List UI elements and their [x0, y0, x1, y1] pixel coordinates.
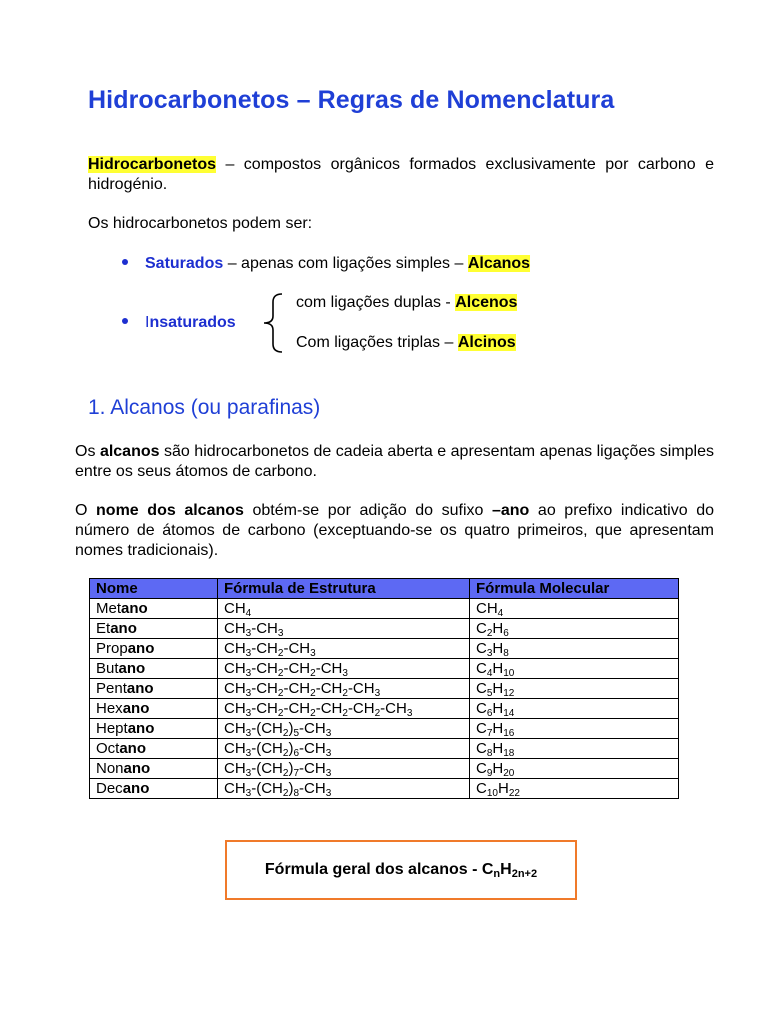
term-highlight: Hidrocarbonetos	[88, 156, 217, 173]
table-row	[90, 639, 679, 659]
alkanes-definition	[75, 442, 714, 482]
formula-text: H	[497, 779, 509, 797]
alcanos-bold: alcanos	[99, 443, 160, 460]
naming-rule-paragraph	[75, 501, 714, 561]
formula-subscript: 3	[325, 747, 332, 759]
formula-subscript: 10	[503, 667, 515, 679]
formula-text: )	[288, 739, 294, 757]
formula-text: H	[492, 659, 504, 677]
structure-formula-cell	[218, 739, 470, 759]
name-suffix: ano	[127, 719, 155, 737]
alkane-name-cell	[90, 739, 218, 759]
formula-subscript: 9	[486, 767, 493, 779]
formula-subscript: 2	[310, 707, 316, 719]
formula-text: H	[492, 679, 504, 697]
formula-subscript: 5	[293, 727, 300, 739]
formula-text: CH	[224, 619, 246, 637]
table-header-row	[90, 579, 679, 599]
molecular-formula-cell	[470, 739, 679, 759]
naming-bold: nome dos alcanos	[96, 502, 244, 519]
formula-subscript: 20	[503, 767, 515, 779]
formula-text: -CH	[283, 659, 311, 677]
alkane-name-cell	[90, 719, 218, 739]
formula-subscript: 2	[486, 627, 493, 639]
formula-text: )	[288, 759, 294, 777]
formula-subscript: 2	[282, 727, 289, 739]
formula-subscript: 8	[293, 787, 300, 799]
formula-text: H	[492, 739, 504, 757]
alkanes-table	[89, 578, 679, 799]
molecular-formula-cell	[470, 659, 679, 679]
formula-subscript: 2n+2	[511, 868, 538, 880]
formula-subscript: 12	[503, 687, 515, 699]
name-suffix: ano	[110, 619, 137, 637]
name-prefix: Hept	[96, 719, 128, 737]
saturated-label: Saturados	[145, 255, 224, 272]
formula-text: CH	[224, 699, 246, 717]
triple-bond-text: Com ligações triplas –	[296, 334, 458, 351]
text-run: O	[75, 502, 97, 519]
molecular-formula-cell	[470, 699, 679, 719]
formula-text: -CH	[299, 779, 326, 797]
molecular-formula-cell	[470, 639, 679, 659]
formula-text: C	[476, 619, 487, 637]
general-formula-label: Fórmula geral dos alcanos - C	[264, 861, 494, 878]
structure-formula-cell	[218, 759, 470, 779]
formula-subscript: 3	[310, 647, 316, 659]
structure-formula-cell	[218, 719, 470, 739]
name-prefix: Dec	[96, 779, 123, 797]
text-run: são hidrocarbonetos de cadeia aberta e apresentam apenas ligações simples entre os seus átomos de carbono.	[75, 443, 715, 480]
definition-text: – compostos orgânicos formados exclusivamente por carbono e hidrogénio.	[88, 156, 714, 193]
table-row	[90, 699, 679, 719]
table-row	[90, 659, 679, 679]
alkane-name-cell	[90, 699, 218, 719]
formula-subscript: 2	[342, 707, 348, 719]
formula-text: H	[500, 861, 512, 878]
types-intro: Os hidrocarbonetos podem ser:	[88, 215, 313, 232]
formula-text: -CH	[315, 659, 343, 677]
name-suffix: ano	[121, 599, 148, 617]
table-body	[90, 599, 679, 799]
formula-text: -CH	[299, 759, 326, 777]
general-formula-box	[225, 840, 577, 900]
formula-text: CH	[224, 759, 246, 777]
name-suffix: ano	[122, 699, 150, 717]
formula-text: -CH	[283, 679, 311, 697]
table-row	[90, 599, 679, 619]
formula-subscript: 3	[245, 787, 252, 799]
saturated-text: – apenas com ligações simples –	[223, 255, 468, 272]
formula-text: -CH	[251, 619, 278, 637]
section-heading: 1. Alcanos (ou parafinas)	[88, 396, 321, 419]
structure-formula-cell	[218, 699, 470, 719]
formula-text: -(CH	[251, 759, 283, 777]
formula-subscript: 3	[245, 727, 252, 739]
formula-subscript: 18	[503, 747, 515, 759]
formula-text: C	[476, 719, 487, 737]
formula-text: CH	[476, 599, 498, 617]
formula-subscript: 2	[277, 667, 284, 679]
structure-formula-cell	[218, 779, 470, 799]
formula-text: CH	[224, 719, 246, 737]
name-prefix: Oct	[96, 739, 120, 757]
formula-text: CH	[224, 679, 246, 697]
unsaturated-label	[145, 313, 236, 333]
formula-text: H	[492, 699, 504, 717]
formula-text: C	[476, 699, 487, 717]
formula-subscript: 22	[508, 787, 520, 799]
header-nome: Nome	[90, 579, 218, 599]
formula-text: H	[492, 619, 504, 637]
formula-subscript: 2	[282, 747, 289, 759]
formula-subscript: 2	[310, 687, 316, 699]
formula-subscript: 6	[293, 747, 300, 759]
molecular-formula-cell	[470, 679, 679, 699]
formula-subscript: 3	[245, 747, 252, 759]
text-run: Os	[75, 443, 100, 460]
name-suffix: ano	[119, 739, 147, 757]
formula-subscript: 2	[342, 687, 348, 699]
table-row	[90, 759, 679, 779]
formula-text: H	[492, 719, 504, 737]
formula-subscript: 2	[277, 707, 284, 719]
formula-text: -CH	[299, 739, 326, 757]
formula-subscript: 2	[277, 647, 284, 659]
formula-text: -CH	[315, 679, 343, 697]
formula-subscript: 3	[245, 627, 252, 639]
formula-text: C	[476, 659, 487, 677]
formula-subscript: 3	[245, 667, 252, 679]
structure-formula-cell	[218, 619, 470, 639]
name-suffix: ano	[122, 779, 150, 797]
formula-subscript: 7	[486, 727, 493, 739]
formula-text: )	[288, 719, 294, 737]
general-formula-expression	[493, 861, 537, 879]
molecular-formula-cell	[470, 759, 679, 779]
formula-text: -CH	[283, 639, 311, 657]
formula-subscript: 5	[486, 687, 493, 699]
name-prefix: Non	[96, 759, 124, 777]
formula-subscript: 8	[503, 647, 509, 659]
name-prefix: Hex	[96, 699, 123, 717]
formula-subscript: 2	[282, 767, 289, 779]
alcanos-highlight: Alcanos	[467, 255, 531, 272]
formula-subscript: 3	[245, 647, 252, 659]
double-bond-line	[296, 293, 517, 313]
page-title: Hidrocarbonetos – Regras de Nomenclatura	[88, 86, 615, 114]
formula-subscript: 2	[310, 667, 316, 679]
formula-subscript: 3	[325, 767, 332, 779]
formula-subscript: 3	[325, 727, 332, 739]
formula-subscript: 2	[282, 787, 289, 799]
formula-text: H	[492, 759, 504, 777]
formula-subscript: 14	[503, 707, 515, 719]
header-formula-molecular: Fórmula Molecular	[470, 579, 679, 599]
definition-paragraph	[88, 155, 714, 195]
alcenos-highlight: Alcenos	[455, 294, 518, 311]
table-row	[90, 779, 679, 799]
table-row	[90, 619, 679, 639]
formula-subscript: n	[493, 868, 501, 880]
unsaturated-initial: I	[145, 314, 150, 331]
name-suffix: ano	[123, 759, 151, 777]
formula-subscript: 4	[486, 667, 493, 679]
formula-text: -CH	[251, 679, 278, 697]
formula-subscript: 3	[325, 787, 332, 799]
formula-subscript: 3	[374, 687, 381, 699]
alkane-name-cell	[90, 659, 218, 679]
alcinos-highlight: Alcinos	[457, 334, 516, 351]
formula-text: C	[476, 779, 487, 797]
name-suffix: ano	[126, 679, 154, 697]
structure-formula-cell	[218, 639, 470, 659]
formula-text: -CH	[347, 679, 375, 697]
alkane-name-cell	[90, 779, 218, 799]
formula-text: H	[492, 639, 504, 657]
name-prefix: Met	[96, 599, 122, 617]
double-bond-text: com ligações duplas -	[296, 294, 456, 311]
formula-text: -CH	[283, 699, 311, 717]
formula-text: -CH	[315, 699, 343, 717]
header-formula-estrutura: Fórmula de Estrutura	[218, 579, 470, 599]
molecular-formula-cell	[470, 779, 679, 799]
formula-text: C	[476, 739, 487, 757]
alkane-name-cell	[90, 619, 218, 639]
structure-formula-cell	[218, 599, 470, 619]
saturated-line	[145, 254, 530, 274]
formula-subscript: 3	[245, 687, 252, 699]
table-row	[90, 679, 679, 699]
molecular-formula-cell	[470, 599, 679, 619]
formula-text: -CH	[251, 699, 278, 717]
formula-text: -(CH	[251, 779, 283, 797]
curly-brace-icon	[256, 292, 286, 354]
formula-text: CH	[224, 779, 246, 797]
name-suffix: ano	[118, 659, 146, 677]
triple-bond-line	[296, 333, 516, 353]
alkane-name-cell	[90, 639, 218, 659]
name-prefix: But	[96, 659, 119, 677]
formula-subscript: 2	[374, 707, 381, 719]
text-run: obtém-se por adição do sufixo	[243, 502, 492, 519]
formula-subscript: 6	[503, 627, 509, 639]
formula-subscript: 4	[245, 607, 252, 619]
formula-text: -CH	[299, 719, 326, 737]
alkane-name-cell	[90, 759, 218, 779]
formula-text: C	[476, 759, 487, 777]
formula-text: CH	[224, 659, 246, 677]
text-run: ao prefixo indicativo do número de átomos de carbono (exceptuando-se os quatro primeiros, que apresentam nomes tradicionais).	[75, 502, 714, 559]
name-prefix: Pent	[96, 679, 127, 697]
formula-subscript: 3	[406, 707, 413, 719]
formula-subscript: 2	[277, 687, 284, 699]
unsaturated-rest: nsaturados	[149, 314, 236, 331]
formula-subscript: 8	[486, 747, 493, 759]
suffix-bold: –ano	[491, 502, 530, 519]
formula-text: )	[288, 779, 294, 797]
formula-subscript: 3	[245, 707, 252, 719]
formula-text: -CH	[380, 699, 407, 717]
molecular-formula-cell	[470, 619, 679, 639]
bullet-icon	[122, 259, 128, 265]
formula-text: CH	[224, 739, 246, 757]
formula-text: -(CH	[251, 719, 283, 737]
formula-text: -CH	[347, 699, 375, 717]
alkane-name-cell	[90, 599, 218, 619]
table-row	[90, 739, 679, 759]
formula-subscript: 7	[293, 767, 300, 779]
structure-formula-cell	[218, 679, 470, 699]
formula-subscript: 3	[486, 647, 493, 659]
formula-subscript: 10	[486, 787, 498, 799]
alkane-name-cell	[90, 679, 218, 699]
formula-text: CH	[224, 599, 246, 617]
formula-text: -(CH	[251, 739, 283, 757]
formula-subscript: 4	[497, 607, 504, 619]
formula-subscript: 3	[245, 767, 252, 779]
formula-text: C	[476, 639, 487, 657]
formula-subscript: 6	[486, 707, 493, 719]
formula-subscript: 3	[277, 627, 284, 639]
name-suffix: ano	[127, 639, 155, 657]
formula-text: CH	[224, 639, 246, 657]
table-row	[90, 719, 679, 739]
name-prefix: Et	[96, 619, 111, 637]
molecular-formula-cell	[470, 719, 679, 739]
formula-text: -CH	[251, 639, 278, 657]
structure-formula-cell	[218, 659, 470, 679]
formula-subscript: 3	[342, 667, 348, 679]
formula-subscript: 16	[503, 727, 515, 739]
bullet-icon	[122, 318, 128, 324]
formula-text: -CH	[251, 659, 278, 677]
formula-text: C	[476, 679, 487, 697]
name-prefix: Prop	[96, 639, 128, 657]
